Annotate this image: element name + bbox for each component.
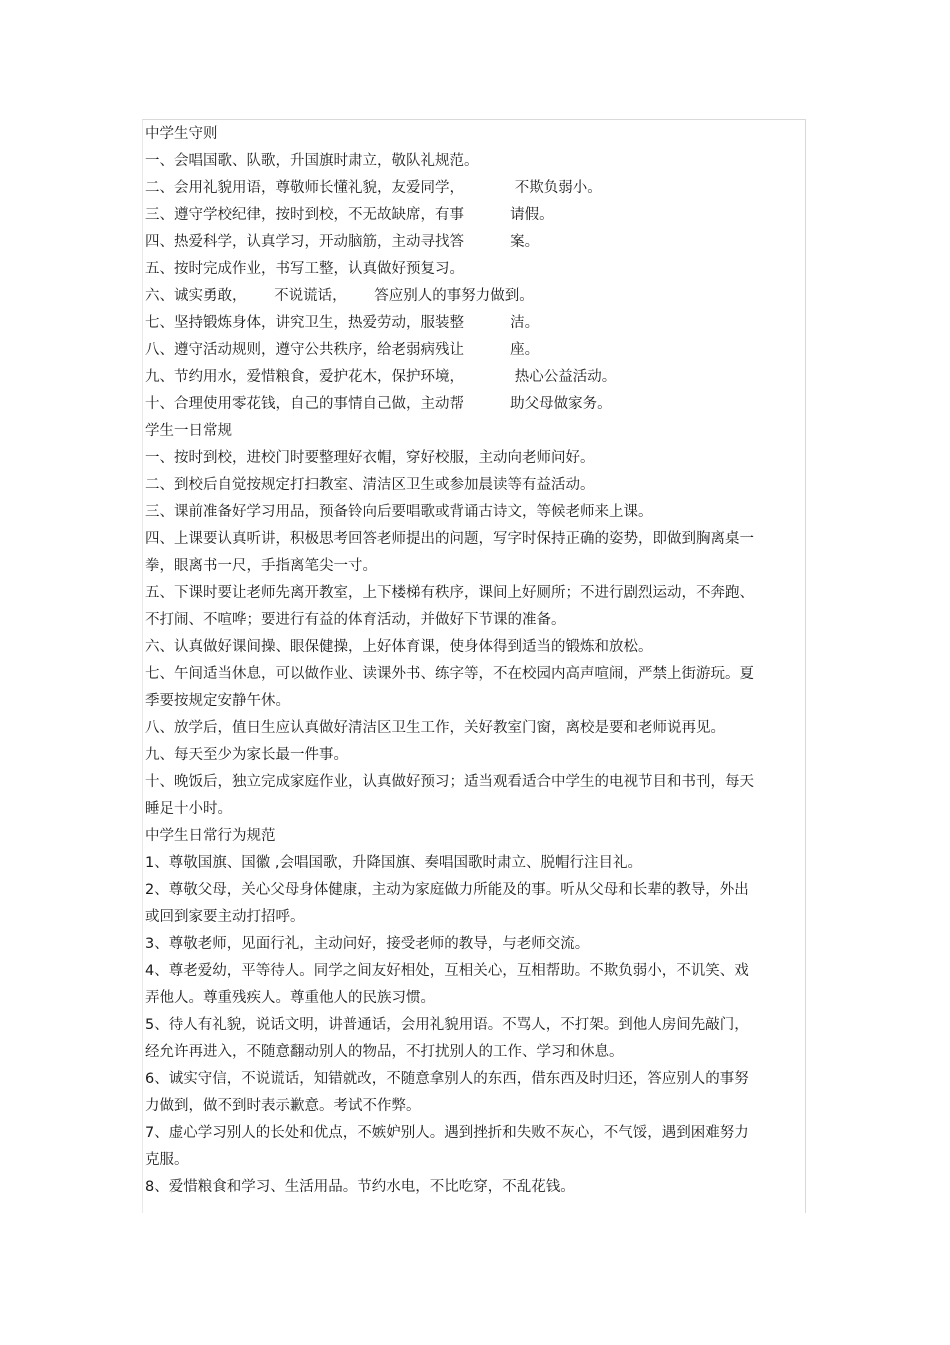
section-title-behavior-norms: 中学生日常行为规范 [145,828,276,844]
norm-item: 8、爱惜粮食和学习、生活用品。节约水电，不比吃穿，不乱花钱。 [145,1179,575,1195]
norm-item: 4、尊老爱幼，平等待人。同学之间友好相处，互相关心，互相帮助。不欺负弱小，不讥笑、戏弄他人。尊重残疾人。尊重他人的民族习惯。 [145,963,749,1006]
rule-item: 四、热爱科学，认真学习，开动脑筋，主动寻找答 案。 [145,234,540,250]
rule-item: 八、遵守活动规则，遵守公共秩序，给老弱病残让 座。 [145,342,540,358]
routine-item: 四、上课要认真听讲，积极思考回答老师提出的问题，写字时保持正确的姿势，即做到胸离桌一拳，眼离书一尺，手指离笔尖一寸。 [145,531,754,574]
routine-item: 二、到校后自觉按规定打扫教室、清洁区卫生或参加晨读等有益活动。 [145,477,595,493]
routine-item: 十、晚饭后，独立完成家庭作业，认真做好预习；适当观看适合中学生的电视节目和书刊，每天睡足十小时。 [145,774,754,817]
routine-item: 五、下课时要让老师先离开教室，上下楼梯有秩序，课间上好厕所；不进行剧烈运动，不奔跑、不打闹、不喧哗；要进行有益的体育活动，并做好下节课的准备。 [145,585,754,628]
norm-item: 1、尊敬国旗、国徽 ,会唱国歌，升降国旗、奏唱国歌时肃立、脱帽行注目礼。 [145,855,642,871]
routine-item: 七、午间适当休息，可以做作业、读课外书、练字等，不在校园内高声喧闹，严禁上街游玩。夏季要按规定安静午休。 [145,666,754,709]
section-title-daily-routine: 学生一日常规 [145,423,232,439]
routine-item: 一、按时到校，进校门时要整理好衣帽，穿好校服，主动向老师问好。 [145,450,595,466]
rule-item: 五、按时完成作业，书写工整，认真做好预复习。 [145,261,464,277]
norm-item: 6、诚实守信，不说谎话，知错就改，不随意拿别人的东西，借东西及时归还，答应别人的事努力做到，做不到时表示歉意。考试不作弊。 [145,1071,749,1114]
routine-item: 九、每天至少为家长最一件事。 [145,747,348,763]
rule-item: 三、遵守学校纪律，按时到校，不无故缺席，有事 请假。 [145,207,554,223]
routine-item: 六、认真做好课间操、眼保健操，上好体育课，使身体得到适当的锻炼和放松。 [145,639,653,655]
norm-item: 3、尊敬老师，见面行礼，主动问好，接受老师的教导，与老师交流。 [145,936,590,952]
document-body [145,121,755,1201]
rule-item: 六、诚实勇敢， 不说谎话， 答应别人的事努力做到。 [145,288,534,304]
norm-item: 7、虚心学习别人的长处和优点，不嫉妒别人。遇到挫折和失败不灰心，不气馁，遇到困难努力克服。 [145,1125,749,1168]
rule-item: 九、节约用水，爱惜粮食，爱护花木，保护环境， 热心公益活动。 [145,369,617,385]
rule-item: 一、会唱国歌、队歌，升国旗时肃立，敬队礼规范。 [145,153,479,169]
section-title-student-code: 中学生守则 [145,126,218,142]
norm-item: 2、尊敬父母，关心父母身体健康，主动为家庭做力所能及的事。听从父母和长辈的教导，外出或回到家要主动打招呼。 [145,882,749,925]
routine-item: 八、放学后，值日生应认真做好清洁区卫生工作，关好教室门窗，离校是要和老师说再见。 [145,720,725,736]
rule-item: 二、会用礼貌用语，尊敬师长懂礼貌，友爱同学， 不欺负弱小。 [145,180,602,196]
routine-item: 三、课前准备好学习用品，预备铃向后要唱歌或背诵古诗文，等候老师来上课。 [145,504,653,520]
rule-item: 七、坚持锻炼身体，讲究卫生，热爱劳动，服装整 洁。 [145,315,540,331]
rule-item: 十、合理使用零花钱，自己的事情自己做，主动帮 助父母做家务。 [145,396,612,412]
norm-item: 5、待人有礼貌，说话文明，讲普通话，会用礼貌用语。不骂人，不打架。到他人房间先敲门，经允许再进入，不随意翻动别人的物品，不打扰别人的工作、学习和休息。 [145,1017,749,1060]
